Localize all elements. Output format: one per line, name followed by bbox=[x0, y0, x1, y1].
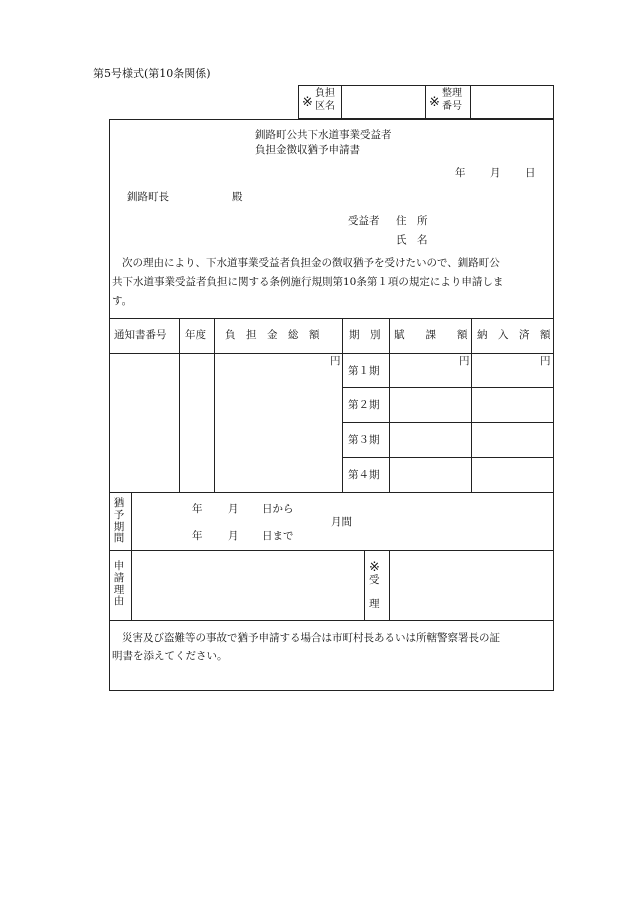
assessed-amount-field-1[interactable] bbox=[390, 354, 471, 387]
from-day: 日から bbox=[262, 503, 294, 515]
ref-number-field[interactable] bbox=[471, 86, 553, 118]
yen-unit-assessed: 円 bbox=[459, 355, 470, 367]
header-total-charge: 負 担 金 総 額 bbox=[225, 329, 320, 341]
paid-amount-field-3[interactable] bbox=[472, 423, 554, 457]
yen-unit-paid: 円 bbox=[540, 355, 551, 367]
header-paid-amount: 納 入 済 額 bbox=[477, 329, 551, 341]
date-day: 日 bbox=[525, 167, 536, 179]
form-title-line1: 釧路町公共下水道事業受益者 bbox=[255, 129, 392, 141]
period-4: 第４期 bbox=[348, 469, 380, 481]
assessed-amount-field-2[interactable] bbox=[390, 388, 471, 422]
reason-label: 申 請 理 由 bbox=[113, 560, 125, 608]
asterisk-mark: ※ bbox=[429, 95, 440, 110]
from-year: 年 bbox=[192, 503, 203, 515]
applicant-name-label: 氏 名 bbox=[396, 234, 428, 246]
burden-category-label: 負担 bbox=[315, 88, 335, 99]
fiscal-year-field[interactable] bbox=[180, 354, 214, 492]
note-line1: 災害及び盗難等の事故で猶予申請する場合は市町村長あるいは所轄警察署長の証 bbox=[122, 632, 500, 644]
receipt-label-1: 受 bbox=[369, 574, 380, 586]
months-count: 月間 bbox=[331, 516, 352, 528]
to-month: 月 bbox=[228, 530, 239, 542]
from-month: 月 bbox=[228, 503, 239, 515]
postponement-label: 猶 予 期 間 bbox=[113, 497, 125, 545]
date-year: 年 bbox=[455, 167, 466, 179]
paid-amount-field-1[interactable] bbox=[472, 354, 554, 387]
total-charge-field[interactable] bbox=[215, 368, 342, 492]
reason-field[interactable] bbox=[132, 551, 364, 620]
receipt-field[interactable] bbox=[390, 551, 553, 620]
notice-number-field[interactable] bbox=[110, 354, 179, 492]
form-title-line2: 負担金徴収猶予申請書 bbox=[255, 144, 360, 156]
burden-category-label-2: 区名 bbox=[315, 101, 335, 112]
to-year: 年 bbox=[192, 530, 203, 542]
period-1: 第１期 bbox=[348, 365, 380, 377]
col-border bbox=[342, 318, 343, 492]
header-assessed-amount: 賦 課 額 bbox=[394, 329, 468, 341]
body-text-line3: す。 bbox=[112, 295, 133, 307]
burden-category-field[interactable] bbox=[342, 86, 425, 118]
period-3: 第３期 bbox=[348, 434, 380, 446]
row-border bbox=[109, 620, 554, 621]
receipt-label-2: 理 bbox=[369, 598, 380, 610]
note-line2: 明書を添えてください。 bbox=[112, 650, 228, 662]
asterisk-mark: ※ bbox=[369, 560, 380, 575]
assessed-amount-field-3[interactable] bbox=[390, 423, 471, 457]
body-text-line1: 次の理由により、下水道事業受益者負担金の徴収猶予を受けたいので、釧路町公 bbox=[122, 257, 500, 269]
asterisk-mark: ※ bbox=[302, 95, 313, 110]
divider bbox=[425, 85, 426, 119]
paid-amount-field-4[interactable] bbox=[472, 458, 554, 492]
header-notice-number: 通知書番号 bbox=[114, 329, 167, 341]
yen-unit-total: 円 bbox=[330, 355, 341, 367]
ref-number-label: 整理 bbox=[442, 88, 462, 99]
ref-number-label-2: 番号 bbox=[442, 101, 462, 112]
col-border bbox=[364, 550, 365, 620]
form-number: 第5号様式(第10条関係) bbox=[93, 67, 211, 80]
paid-amount-field-2[interactable] bbox=[472, 388, 554, 422]
body-text-line2: 共下水道事業受益者負担に関する条例施行規則第10条第１項の規定により申請しま bbox=[112, 276, 504, 288]
postponement-period-field[interactable] bbox=[132, 493, 553, 550]
applicant-address-label: 住 所 bbox=[396, 215, 428, 227]
applicant-label: 受益者 bbox=[348, 215, 380, 227]
to-day: 日まで bbox=[262, 530, 294, 542]
addressee-name: 釧路町長 bbox=[127, 191, 169, 203]
header-fiscal-year: 年度 bbox=[185, 329, 206, 341]
table-top-border bbox=[109, 318, 554, 319]
addressee-honorific: 殿 bbox=[232, 191, 243, 203]
date-month: 月 bbox=[490, 167, 501, 179]
assessed-amount-field-4[interactable] bbox=[390, 458, 471, 492]
period-2: 第２期 bbox=[348, 399, 380, 411]
header-period: 期 別 bbox=[349, 329, 381, 341]
